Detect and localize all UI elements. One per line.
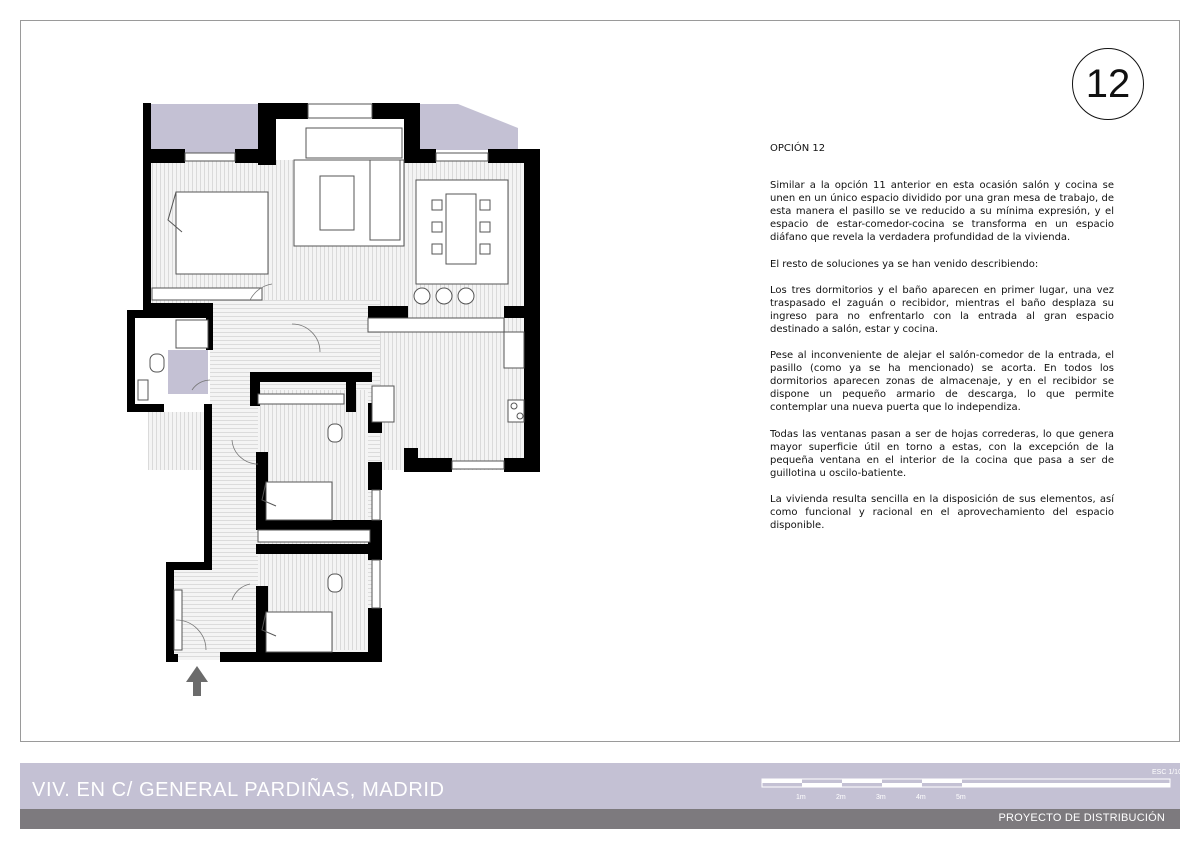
scale-label: 4m [916,794,926,801]
description-heading: OPCIÓN 12 [770,143,826,154]
description-paragraph: La vivienda resulta sencilla en la disposición de sus elementos, así como funcional y racional en el aprovechamiento del espacio disponible. [770,493,1114,532]
description-paragraph: Pese al inconveniente de alejar el salón-comedor de la entrada, el pasillo (como ya se ha mencionado) se acorta. En todos los dormitorios aparecen zonas de almacenaje, y en el recibidor se dispone un pequeño armario de descarga, lo que permite contemplar una nueva puerta que lo independiza. [770,350,1114,414]
description-paragraph: El resto de soluciones ya se han venido describiendo: [770,258,1039,270]
description-paragraph: Similar a la opción 11 anterior en esta ocasión salón y cocina se unen en un único espacio dividido por una gran mesa de trabajo, de esta manera el pasillo se ve reducido a su mínima expresión, y el espacio de estar-comedor-cocina se transforma en un espacio diáfano que revela la verdadera profundidad de la vivienda. [770,180,1114,244]
scale-label: 2m [836,794,846,801]
shower-tray [168,350,208,394]
up-arrow-icon [186,666,208,696]
description-paragraph: Los tres dormitorios y el baño aparecen en primer lugar, una vez traspasado el zaguán o recibidor, mientras el baño desplaza su ingreso para no enfrentarlo con la entrada al gran espacio destinado a salón, estar y cocina. [770,284,1114,335]
scale-label: 3m [876,794,886,801]
title-bar [20,763,1180,809]
description-block [770,142,1114,545]
project-title: VIV. EN C/ GENERAL PARDIÑAS, MADRID [32,779,445,801]
scale-text: ESC 1/100 [1152,769,1186,776]
sheet-number: 12 [1085,61,1131,106]
description-paragraph: Todas las ventanas pasan a ser de hojas correderas, lo que genera mayor superficie útil en torno a estas, con la excepción de la pequeña ventana en el interior de la cocina que pasa a ser de guillotina u oscilo-batiente. [770,428,1114,479]
project-subtitle: PROYECTO DE DISTRIBUCIÓN [998,812,1165,824]
subtitle-bar [20,809,1180,829]
scale-label: 1m [796,794,806,801]
scale-label: 5m [956,794,966,801]
